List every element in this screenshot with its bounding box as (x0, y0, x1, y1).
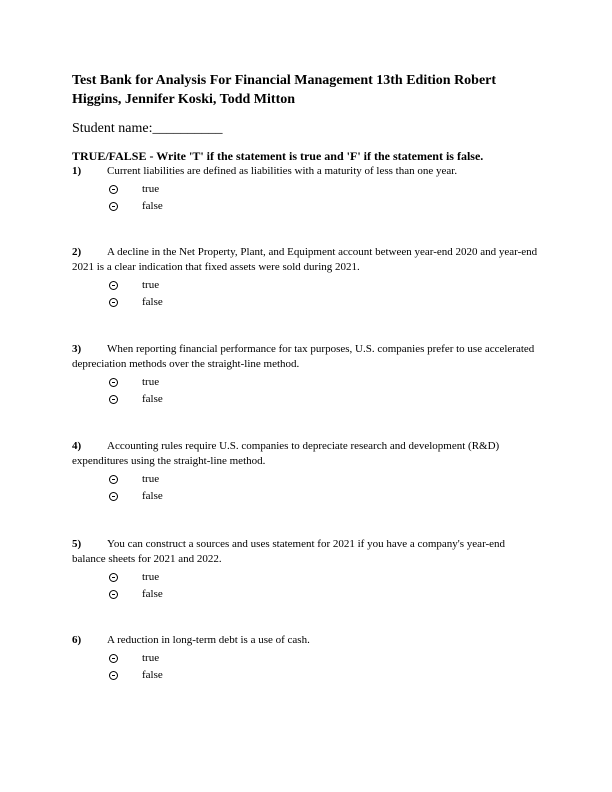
question-1-text-block (72, 164, 540, 179)
radio-button-icon[interactable] (109, 492, 118, 501)
answer-options (109, 277, 540, 311)
question-text: Accounting rules require U.S. companies to depreciate research and development (R&D) expenditures using the straight-line method. (72, 440, 500, 467)
option-true[interactable] (109, 277, 540, 294)
option-false[interactable] (109, 667, 540, 684)
question-5-text-block (72, 537, 540, 567)
question-5 (72, 537, 540, 603)
student-name-field: Student name:__________ (72, 121, 223, 136)
section-instructions: TRUE/FALSE - Write 'T' if the statement is true and 'F' if the statement is false. (72, 149, 484, 163)
answer-options (109, 569, 540, 603)
question-number: 3) (72, 343, 82, 355)
radio-button-icon[interactable] (109, 671, 118, 680)
question-text: Current liabilities are defined as liabilities with a maturity of less than one year. (107, 165, 458, 177)
option-label: false (142, 200, 163, 212)
option-true[interactable] (109, 569, 540, 586)
radio-button-icon[interactable] (109, 378, 118, 387)
option-false[interactable] (109, 198, 540, 215)
question-number: 4) (72, 440, 82, 452)
question-number: 5) (72, 538, 82, 550)
option-label: false (142, 490, 163, 502)
option-label: false (142, 296, 163, 308)
option-label: true (142, 473, 160, 485)
option-true[interactable] (109, 374, 540, 391)
option-label: true (142, 571, 160, 583)
document-title: Test Bank for Analysis For Financial Management 13th Edition Robert Higgins, Jennifer Koski, Todd Mitton (72, 73, 497, 107)
question-2 (72, 245, 540, 311)
option-false[interactable] (109, 391, 540, 408)
question-1 (72, 164, 540, 215)
option-false[interactable] (109, 488, 540, 505)
option-false[interactable] (109, 586, 540, 603)
question-4-text-block (72, 439, 540, 469)
question-6 (72, 633, 540, 684)
answer-options (109, 181, 540, 215)
option-label: false (142, 393, 163, 405)
option-label: false (142, 588, 163, 600)
question-text: When reporting financial performance for tax purposes, U.S. companies prefer to use accelerated depreciation methods over the straight-line method. (72, 343, 535, 370)
option-false[interactable] (109, 294, 540, 311)
option-true[interactable] (109, 650, 540, 667)
question-4 (72, 439, 540, 505)
answer-options (109, 650, 540, 684)
radio-button-icon[interactable] (109, 395, 118, 404)
option-true[interactable] (109, 181, 540, 198)
radio-button-icon[interactable] (109, 298, 118, 307)
option-label: false (142, 669, 163, 681)
question-text: You can construct a sources and uses statement for 2021 if you have a company's year-end balance sheets for 2021 and 2022. (72, 538, 506, 565)
question-text: A reduction in long-term debt is a use of cash. (107, 634, 310, 646)
option-label: true (142, 376, 160, 388)
radio-button-icon[interactable] (109, 590, 118, 599)
question-3 (72, 342, 540, 408)
radio-button-icon[interactable] (109, 654, 118, 663)
radio-button-icon[interactable] (109, 281, 118, 290)
question-2-text-block (72, 245, 540, 275)
radio-button-icon[interactable] (109, 185, 118, 194)
option-label: true (142, 279, 160, 291)
radio-button-icon[interactable] (109, 573, 118, 582)
answer-options (109, 471, 540, 505)
question-3-text-block (72, 342, 540, 372)
radio-button-icon[interactable] (109, 202, 118, 211)
question-6-text-block (72, 633, 540, 648)
question-number: 2) (72, 246, 82, 258)
radio-button-icon[interactable] (109, 475, 118, 484)
option-label: true (142, 183, 160, 195)
question-number: 6) (72, 634, 82, 646)
option-label: true (142, 652, 160, 664)
option-true[interactable] (109, 471, 540, 488)
question-number: 1) (72, 165, 82, 177)
question-text: A decline in the Net Property, Plant, and Equipment account between year-end 2020 and year-end 2021 is a clear indication that fixed assets were sold during 2021. (72, 246, 538, 273)
answer-options (109, 374, 540, 408)
